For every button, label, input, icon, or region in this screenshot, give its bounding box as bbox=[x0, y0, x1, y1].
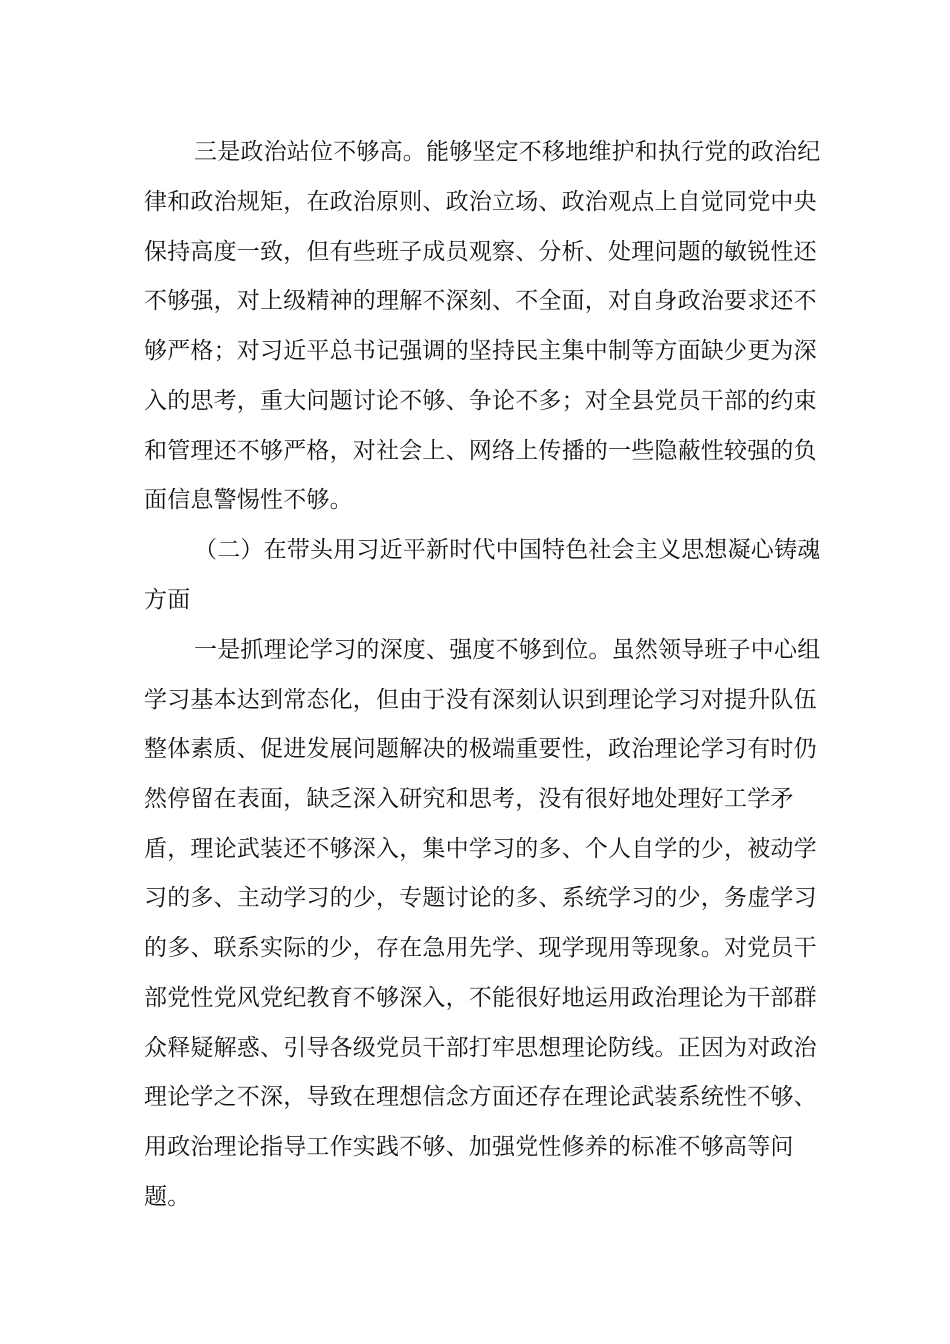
paragraph-line: 整体素质、促进发展问题解决的极端重要性，政治理论学习有时仍 bbox=[144, 736, 817, 762]
paragraph-line: 学习基本达到常态化，但由于没有深刻认识到理论学习对提升队伍 bbox=[144, 687, 817, 713]
paragraph-line: 和管理还不够严格，对社会上、网络上传播的一些隐蔽性较强的负 bbox=[144, 438, 817, 464]
paragraph-line: 律和政治规矩，在政治原则、政治立场、政治观点上自觉同党中央 bbox=[144, 189, 817, 215]
paragraph-line: 然停留在表面，缺乏深入研究和思考，没有很好地处理好工学矛 bbox=[144, 786, 794, 812]
section-heading-line: （二）在带头用习近平新时代中国特色社会主义思想凝心铸魂 bbox=[194, 537, 821, 563]
paragraph-line: 三是政治站位不够高。能够坚定不移地维护和执行党的政治纪 bbox=[194, 139, 821, 165]
paragraph-line: 部党性党风党纪教育不够深入，不能很好地运用政治理论为干部群 bbox=[144, 985, 817, 1011]
section-heading-line: 方面 bbox=[144, 587, 191, 613]
paragraph-line: 够严格；对习近平总书记强调的坚持民主集中制等方面缺少更为深 bbox=[144, 338, 817, 364]
paragraph-line: 众释疑解惑、引导各级党员干部打牢思想理论防线。正因为对政治 bbox=[144, 1035, 817, 1061]
paragraph-line: 入的思考，重大问题讨论不够、争论不多；对全县党员干部的约束 bbox=[144, 388, 817, 414]
paragraph-line: 保持高度一致，但有些班子成员观察、分析、处理问题的敏锐性还 bbox=[144, 239, 817, 265]
paragraph-line: 的多、联系实际的少，存在急用先学、现学现用等现象。对党员干 bbox=[144, 935, 817, 961]
paragraph-line: 面信息警惕性不够。 bbox=[144, 487, 353, 513]
paragraph-line: 习的多、主动学习的少，专题讨论的多、系统学习的少，务虚学习 bbox=[144, 885, 817, 911]
paragraph-line: 不够强，对上级精神的理解不深刻、不全面，对自身政治要求还不 bbox=[144, 288, 817, 314]
paragraph-line: 盾，理论武装还不够深入，集中学习的多、个人自学的少，被动学 bbox=[144, 836, 817, 862]
paragraph-line: 一是抓理论学习的深度、强度不够到位。虽然领导班子中心组 bbox=[194, 637, 821, 663]
paragraph-line: 理论学之不深，导致在理想信念方面还存在理论武装系统性不够、 bbox=[144, 1084, 817, 1110]
paragraph-line: 题。 bbox=[144, 1184, 191, 1210]
paragraph-line: 用政治理论指导工作实践不够、加强党性修养的标准不够高等问 bbox=[144, 1134, 794, 1160]
